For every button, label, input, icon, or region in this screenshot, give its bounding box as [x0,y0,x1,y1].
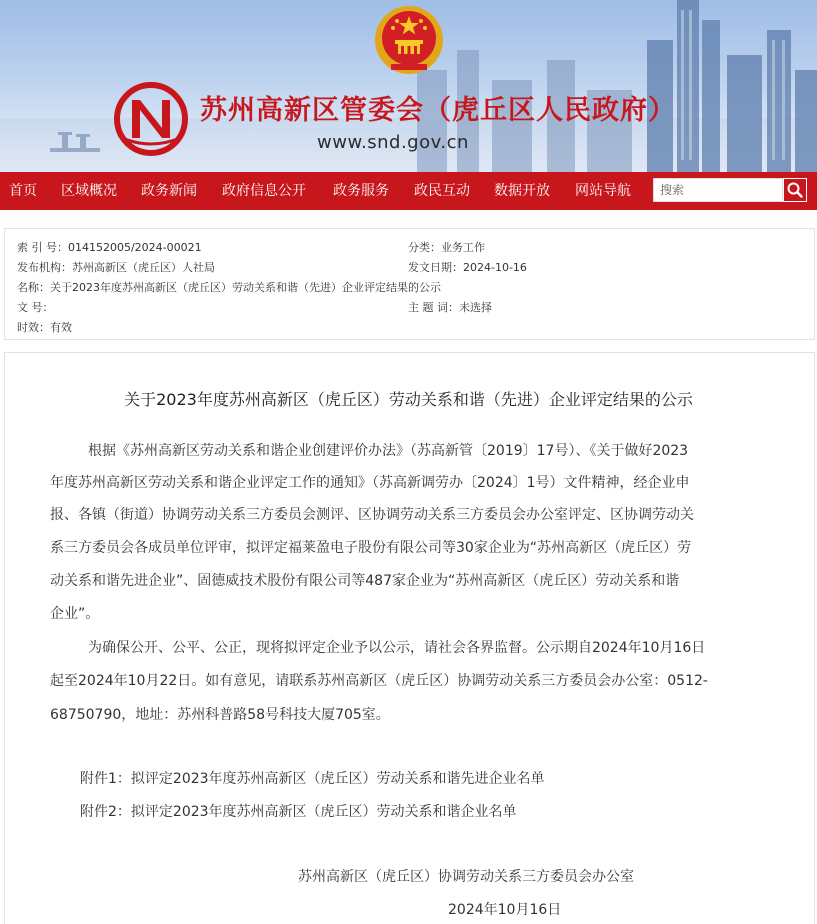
national-emblem-icon [371,2,447,78]
nav-item-home[interactable]: 首页 [9,183,37,199]
site-title: 苏州高新区管委会（虎丘区人民政府） [200,95,676,126]
article-paragraph-line: 年度苏州高新区劳动关系和谐企业评定工作的通知》（苏高新调劳办〔2024〕1号）文件精神，经企业申 [50,475,690,491]
nav-item-open-data[interactable]: 数据开放 [494,183,550,199]
article-paragraph-line: 系三方委员会各成员单位评审，拟评定福莱盈电子股份有限公司等30家企业为“苏州高新区（虎丘区）劳 [50,540,692,556]
article-paragraph-line: 企业”。 [50,606,100,622]
article-paragraph-line: 68750790，地址：苏州科普路58号科技大厦705室。 [50,707,390,723]
meta-doc-no: 文 号： [17,301,54,314]
attachment-link-1[interactable]: 附件1：拟评定2023年度苏州高新区（虎丘区）劳动关系和谐先进企业名单 [80,771,545,787]
meta-index-no: 索 引 号：014152005/2024-00021 [17,241,202,254]
search-button[interactable] [783,178,807,202]
meta-subject: 主 题 词：未选择 [408,301,492,314]
nav-item-site-map[interactable]: 网站导航 [575,183,631,199]
nav-item-services[interactable]: 政务服务 [333,183,389,199]
header-banner [0,0,817,172]
article-paragraph-line: 动关系和谐先进企业”、固德威技术股份有限公司等487家企业为“苏州高新区（虎丘区）劳动关系和谐 [50,573,680,589]
site-url[interactable]: www.snd.gov.cn [317,132,469,153]
nav-item-disclosure[interactable]: 政府信息公开 [222,183,306,199]
article-paragraph-line: 根据《苏州高新区劳动关系和谐企业创建评价办法》（苏高新管〔2019〕17号）、《关于做好2023 [88,443,689,459]
pagoda-image [50,112,100,152]
article-paragraph-line: 为确保公开、公平、公正，现将拟评定企业予以公示，请社会各界监督。公示期自2024年10月16日 [88,640,706,656]
article-paragraph-line: 起至2024年10月22日。如有意见，请联系苏州高新区（虎丘区）协调劳动关系三方委员会办公室：0512- [50,673,708,689]
meta-publisher: 发布机构：苏州高新区（虎丘区）人社局 [17,261,215,274]
district-logo-icon [112,80,190,158]
attachment-link-2[interactable]: 附件2：拟评定2023年度苏州高新区（虎丘区）劳动关系和谐企业名单 [80,804,517,820]
search-input[interactable] [653,178,783,202]
article-title: 关于2023年度苏州高新区（虎丘区）劳动关系和谐（先进）企业评定结果的公示 [124,390,693,409]
article-signature: 苏州高新区（虎丘区）协调劳动关系三方委员会办公室 [298,869,634,885]
meta-validity: 时效：有效 [17,321,72,334]
nav-item-overview[interactable]: 区域概况 [61,183,117,199]
article-paragraph-line: 报、各镇（街道）协调劳动关系三方委员会测评、区协调劳动关系三方委员会办公室评定、区协调劳动关 [50,507,694,523]
nav-item-news[interactable]: 政务新闻 [141,183,197,199]
nav-item-interaction[interactable]: 政民互动 [414,183,470,199]
search-icon [784,179,806,201]
meta-issue-date: 发文日期：2024-10-16 [408,261,527,274]
meta-category: 分类：业务工作 [408,241,485,254]
meta-doc-name: 名称：关于2023年度苏州高新区（虎丘区）劳动关系和谐（先进）企业评定结果的公示 [17,281,441,294]
article-date: 2024年10月16日 [448,902,562,918]
